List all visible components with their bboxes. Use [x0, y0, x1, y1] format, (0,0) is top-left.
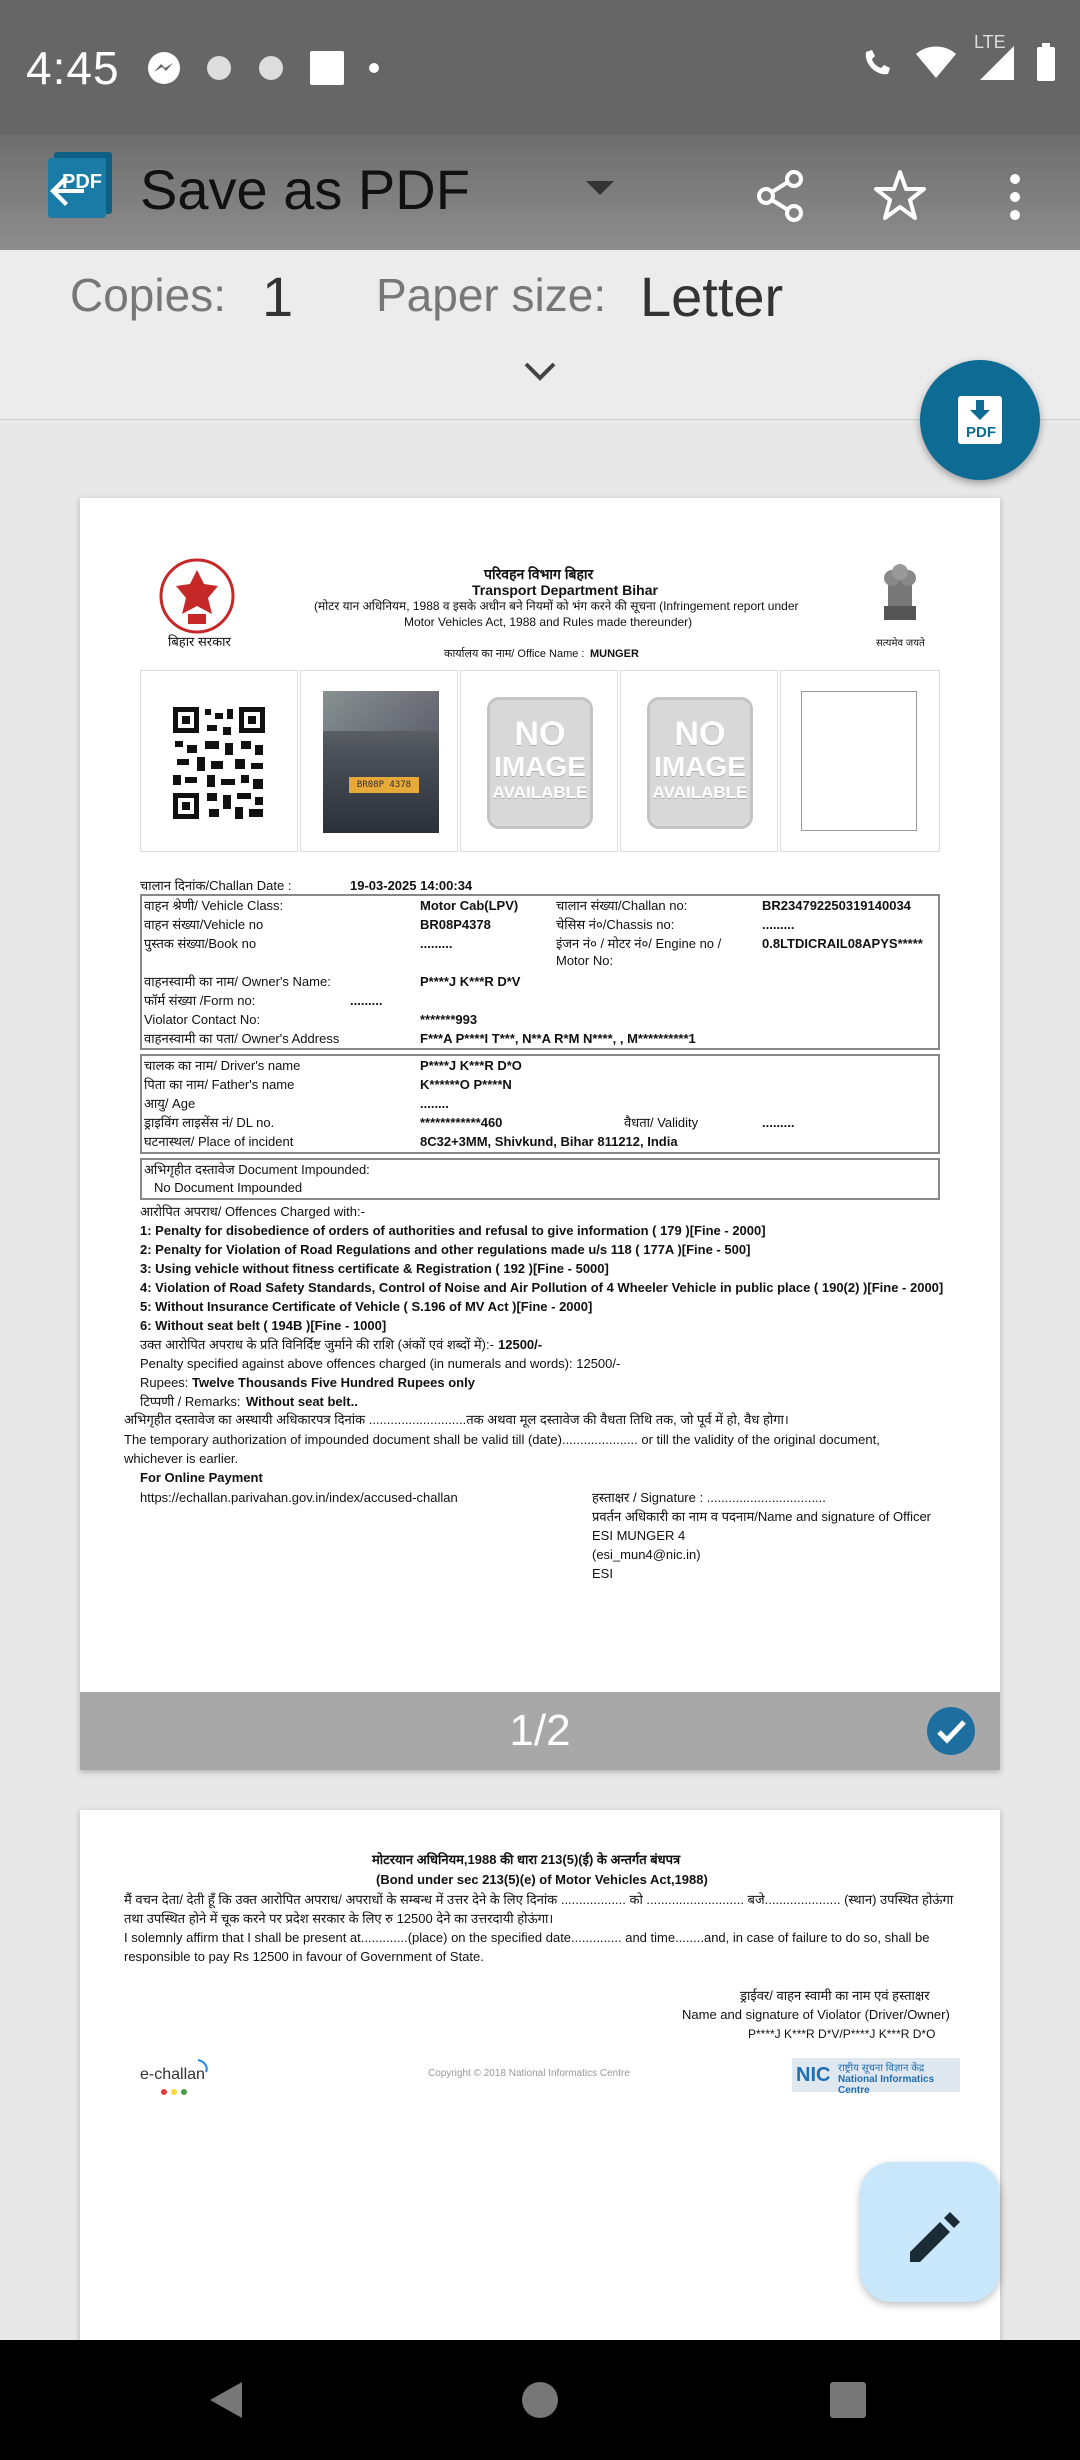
- offence-item: 3: Using vehicle without fitness certificate & Registration ( 192 )[Fine - 5000]: [140, 1261, 609, 1276]
- place-label: घटनास्थल/ Place of incident: [144, 1134, 294, 1149]
- emblem-caption: सत्यमेव जयते: [876, 638, 925, 649]
- challan-no-label: चालान संख्या/Challan no:: [556, 898, 688, 913]
- star-icon[interactable]: [872, 167, 928, 228]
- nav-back-icon[interactable]: [206, 2378, 246, 2427]
- no-image-placeholder: NO IMAGE AVAILABLE: [487, 697, 593, 829]
- temp-auth-english: whichever is earlier.: [124, 1451, 239, 1466]
- vehicle-no-label: वाहन संख्या/Vehicle no: [144, 917, 264, 932]
- validity-value: .........: [762, 1115, 795, 1130]
- bond-para-english: I solemnly affirm that I shall be present at.............(place) on the specified date.............. and time........and, in case of failure to do so, shall be: [124, 1930, 930, 1945]
- nic-logo: NIC राष्ट्रीय सूचना विज्ञान केंद्र National Informatics Centre: [792, 2058, 960, 2092]
- officer-name: ESI MUNGER 4: [592, 1528, 686, 1543]
- violator-contact-label: Violator Contact No:: [144, 1012, 261, 1027]
- page-selected-checkbox[interactable]: [926, 1706, 976, 1761]
- nav-recents-icon[interactable]: [828, 2380, 868, 2425]
- engine-label: Motor No:: [556, 953, 614, 968]
- battery-icon: [1034, 42, 1058, 87]
- offence-item: 2: Penalty for Violation of Road Regulations and other regulations made u/s 118 ( 177A )[Fine - 500]: [140, 1242, 751, 1257]
- offence-item: 5: Without Insurance Certificate of Vehicle ( S.196 of MV Act )[Fine - 2000]: [140, 1299, 593, 1314]
- copyright-text: Copyright © 2018 National Informatics Centre: [428, 2068, 630, 2079]
- lte-signal-icon: [974, 32, 1018, 87]
- online-payment-label: For Online Payment: [140, 1470, 263, 1485]
- officer-label: प्रवर्तन अधिकारी का नाम व पदनाम/Name and signature of Officer: [592, 1509, 932, 1524]
- vehicle-class-label: वाहन श्रेणी/ Vehicle Class:: [144, 898, 284, 913]
- app-square-icon: [308, 49, 346, 87]
- notification-icon: [204, 53, 234, 83]
- temp-auth-hindi: अभिगृहीत दस्तावेज का अस्थायी अधिकारपत्र दिनांक ...........................तक अथवा मूल दस्तावेज की वैधता तिथि तक, जो पूर्व में हो, वैध होगा।: [124, 1412, 789, 1427]
- broken-image-icon: [801, 691, 917, 831]
- dl-value: ************460: [420, 1115, 503, 1130]
- header-dept-hindi: परिवहन विभाग बिहार: [484, 566, 594, 582]
- challan-date-label: चालान दिनांक/Challan Date :: [140, 878, 292, 893]
- doc-impounded-label: अभिगृहीत दस्तावेज Document Impounded:: [144, 1162, 370, 1177]
- download-pdf-icon: [920, 360, 1040, 480]
- messenger-icon: [146, 50, 182, 86]
- book-no-value: .........: [420, 936, 453, 951]
- no-image-placeholder: NO IMAGE AVAILABLE: [647, 697, 753, 829]
- echallan-logo: e-challan: [136, 2056, 226, 2100]
- status-time: 4:45: [26, 41, 120, 94]
- print-options-panel: [0, 250, 1080, 420]
- offence-item: 4: Violation of Road Safety Standards, Control of Noise and Air Pollution of 4 Wheeler Vehicle in public place ( 190(2) )[Fine - 2000]: [140, 1280, 944, 1295]
- doc-impounded-value: No Document Impounded: [154, 1180, 303, 1195]
- violator-sign-value: P****J K***R D*V/P****J K***R D*O: [748, 2027, 936, 2041]
- challan-no-value: BR234792250319140034: [762, 898, 911, 913]
- pencil-icon: [860, 2162, 1000, 2302]
- offence-item: 6: Without seat belt ( 194B )[Fine - 1000]: [140, 1318, 387, 1333]
- penalty-hindi-value: 12500/-: [498, 1337, 543, 1352]
- no-image-card: [620, 670, 778, 852]
- app-bar-title[interactable]: Save as PDF: [140, 158, 470, 221]
- edit-button[interactable]: [860, 2162, 1000, 2302]
- father-name-label: पिता का नाम/ Father's name: [144, 1077, 295, 1092]
- online-payment-url: https://echallan.parivahan.gov.in/index/accused-challan: [140, 1490, 458, 1505]
- number-plate: BR08P 4378: [349, 777, 419, 793]
- officer-email: (esi_mun4@nic.in): [592, 1547, 701, 1562]
- office-label: कार्यालय का नाम/ Office Name :: [444, 648, 585, 660]
- office-value: MUNGER: [590, 648, 639, 660]
- paper-size-label: Paper size:: [376, 269, 607, 321]
- more-vert-icon[interactable]: [1006, 173, 1024, 226]
- broken-image-card: [780, 670, 940, 852]
- header-dept-english: Transport Department Bihar: [472, 582, 658, 598]
- dot-icon: [368, 62, 380, 74]
- vehicle-photo: [323, 691, 439, 833]
- back-arrow-icon[interactable]: [44, 167, 92, 220]
- bihar-govt-logo: [154, 558, 240, 639]
- age-label: आयु/ Age: [144, 1096, 196, 1111]
- qr-code-card: [140, 670, 298, 852]
- rupees-label: Rupees:: [140, 1375, 189, 1390]
- owner-name-label: वाहनस्वामी का नाम/ Owner's Name:: [144, 974, 331, 989]
- wifi-call-icon: [858, 42, 898, 87]
- bond-title-hindi: मोटरयान अधिनियम,1988 की धारा 213(5)(ई) के अन्तर्गत बंधपत्र: [372, 1852, 681, 1867]
- penalty-hindi-label: उक्त आरोपित अपराध के प्रति विनिर्दिष्ट जुर्माने की राशि (अंकों एवं शब्दों में):-: [140, 1337, 494, 1352]
- bond-para-hindi: मैं वचन देता/ देती हूँ कि उक्त आरोपित अपराध/ अपराधों के सम्बन्ध में उत्तर देने के लिए दिनांक .................. को ........................... बजे..................... (स्थान) उपस्थित होऊंगा: [124, 1892, 954, 1907]
- form-no-label: फॉर्म संख्या /Form no:: [144, 993, 256, 1008]
- signature-label: हस्ताक्षर / Signature : .................................: [592, 1490, 826, 1505]
- app-bar: [0, 135, 1080, 250]
- svg-text:PDF: PDF: [62, 171, 102, 193]
- status-bar: [0, 0, 1080, 135]
- owner-address-label: वाहनस्वामी का पता/ Owner's Address: [144, 1031, 340, 1046]
- officer-designation: ESI: [592, 1566, 613, 1581]
- image-cards: [140, 670, 940, 852]
- chassis-label: चेसिस नं०/Chassis no:: [556, 917, 675, 932]
- driver-name-value: P****J K***R D*O: [420, 1058, 522, 1073]
- no-image-card: [460, 670, 618, 852]
- paper-size-value[interactable]: Letter: [640, 265, 784, 328]
- dl-label: ड्राइविंग लाइसेंस नं/ DL no.: [144, 1115, 275, 1130]
- header-act-line2: Motor Vehicles Act, 1988 and Rules made thereunder): [404, 615, 693, 629]
- engine-label: इंजन नं० / मोटर नं०/ Engine no /: [556, 936, 722, 951]
- nav-home-icon[interactable]: [520, 2380, 560, 2425]
- temp-auth-english: The temporary authorization of impounded document shall be valid till (date)..................... or till the validity of the original document,: [124, 1432, 880, 1447]
- challan-date-value: 19-03-2025 14:00:34: [350, 878, 473, 893]
- bihar-govt-caption: बिहार सरकार: [168, 634, 231, 649]
- vehicle-class-value: Motor Cab(LPV): [420, 898, 519, 913]
- penalty-english: Penalty specified against above offences charged (in numerals and words): 12500/-: [140, 1356, 621, 1371]
- expand-options-icon[interactable]: [522, 360, 558, 389]
- bond-para-english: responsible to pay Rs 12500 in favour of Government of State.: [124, 1949, 484, 1964]
- vehicle-photo-card: [300, 670, 458, 852]
- network-type-label: LTE: [974, 32, 1006, 52]
- national-emblem: [870, 556, 930, 641]
- offence-item: 1: Penalty for disobedience of orders of authorities and refusal to give information ( 179 )[Fine - 2000]: [140, 1223, 766, 1238]
- qr-code: [171, 705, 267, 821]
- rupees-value: Twelve Thousands Five Hundred Rupees only: [192, 1375, 475, 1390]
- engine-value: 0.8LTDICRAIL08APYS*****: [762, 936, 923, 951]
- remarks-label: टिप्पणी / Remarks:: [140, 1394, 241, 1409]
- bond-title-english: (Bond under sec 213(5)(e) of Motor Vehicles Act,1988): [376, 1872, 708, 1887]
- header-act-line1: (मोटर यान अधिनियम, 1988 व इसके अधीन बने नियमों को भंग करने की सूचना (Infringement report under: [314, 599, 799, 613]
- share-icon[interactable]: [754, 169, 808, 228]
- father-name-value: K******O P****N: [420, 1077, 512, 1092]
- save-pdf-button[interactable]: [920, 360, 1040, 480]
- page-selection-bar: [80, 1692, 1000, 1770]
- driver-name-label: चालक का नाम/ Driver's name: [144, 1058, 301, 1073]
- chevron-down-icon[interactable]: [582, 175, 618, 204]
- violator-sign-hindi: ड्राईवर/ वाहन स्वामी का नाम एवं हस्ताक्षर: [740, 1988, 930, 2003]
- age-value: ........: [420, 1096, 449, 1111]
- copies-value[interactable]: 1: [262, 265, 294, 328]
- vehicle-no-value: BR08P4378: [420, 917, 491, 932]
- violator-contact-value: *******993: [420, 1012, 478, 1027]
- notification-icon: [256, 53, 286, 83]
- pdf-fab-label: PDF: [966, 424, 996, 441]
- book-no-label: पुस्तक संख्या/Book no: [144, 936, 257, 951]
- copies-label: Copies:: [70, 269, 226, 321]
- validity-label: वैधता/ Validity: [624, 1115, 699, 1130]
- page-indicator: 1/2: [509, 1706, 571, 1755]
- owner-name-value: P****J K***R D*V: [420, 974, 521, 989]
- wifi-icon: [914, 42, 958, 87]
- violator-sign-english: Name and signature of Violator (Driver/Owner): [682, 2007, 950, 2022]
- bond-para-hindi: तथा उपस्थित होने में चूक करने पर प्रदेश सरकार के लिए रु 12500 देने का उत्तरदायी होऊंगा।: [124, 1911, 554, 1926]
- owner-address-value: F***A P****I T***, N**A R*M N****, , M**********1: [420, 1031, 696, 1046]
- navigation-bar: [0, 2340, 1080, 2460]
- chassis-value: .........: [762, 917, 795, 932]
- place-value: 8C32+3MM, Shivkund, Bihar 811212, India: [420, 1134, 678, 1149]
- form-no-value: .........: [350, 993, 383, 1008]
- remarks-value: Without seat belt..: [246, 1394, 358, 1409]
- preview-page-1[interactable]: [80, 498, 1000, 1770]
- offences-label: आरोपित अपराध/ Offences Charged with:-: [140, 1204, 365, 1219]
